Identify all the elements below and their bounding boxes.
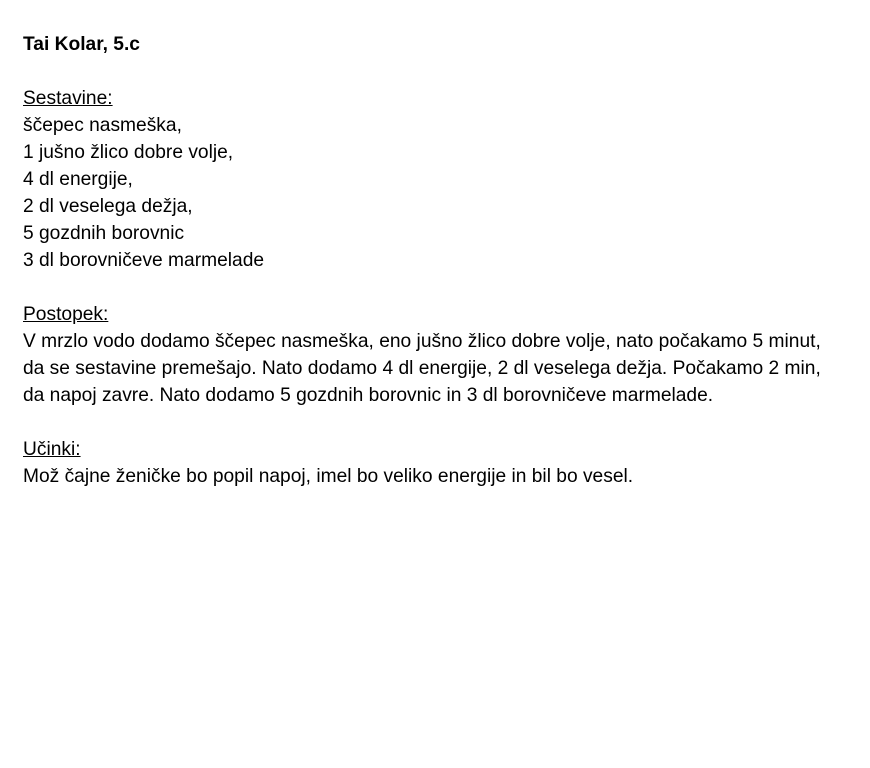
blank-line xyxy=(23,274,863,301)
ingredient-item: 3 dl borovničeve marmelade xyxy=(23,250,265,271)
document-title: Tai Kolar, 5.c xyxy=(23,34,140,55)
ingredients-heading: Sestavine: xyxy=(23,88,113,109)
procedure-line: da napoj zavre. Nato dodamo 5 gozdnih borovnic in 3 dl borovničeve marmelade. xyxy=(23,385,714,406)
ingredient-item: 4 dl energije, xyxy=(23,169,133,190)
ingredient-item: ščepec nasmeška, xyxy=(23,115,182,136)
procedure-line: da se sestavine premešajo. Nato dodamo 4 dl energije, 2 dl veselega dežja. Počakamo 2 min, xyxy=(23,358,821,379)
effects-text: Mož čajne ženičke bo popil napoj, imel bo veliko energije in bil bo vesel. xyxy=(23,466,634,487)
blank-line xyxy=(23,58,863,85)
procedure-heading: Postopek: xyxy=(23,304,109,325)
ingredient-item: 5 gozdnih borovnic xyxy=(23,223,185,244)
procedure-line: V mrzlo vodo dodamo ščepec nasmeška, eno jušno žlico dobre volje, nato počakamo 5 minut, xyxy=(23,331,821,352)
blank-line xyxy=(23,409,863,436)
document-page xyxy=(23,31,863,490)
ingredient-item: 1 jušno žlico dobre volje, xyxy=(23,142,234,163)
effects-heading: Učinki: xyxy=(23,439,81,460)
ingredient-item: 2 dl veselega dežja, xyxy=(23,196,193,217)
